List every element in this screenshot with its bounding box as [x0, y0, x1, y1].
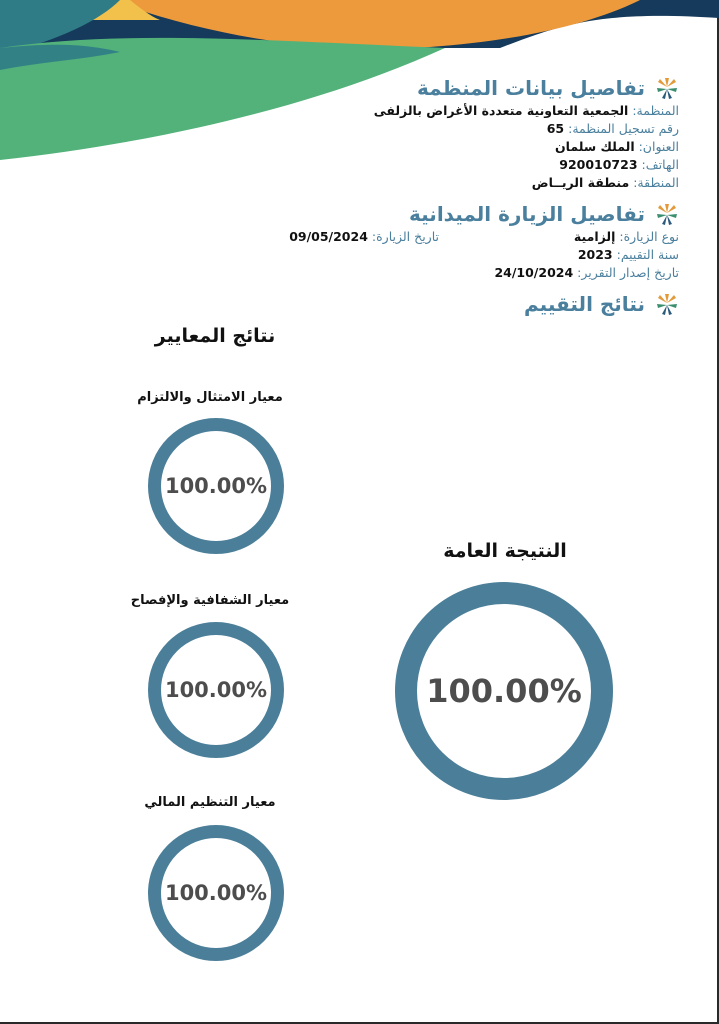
org-region-row [374, 174, 679, 192]
field-value: إلزامية [573, 229, 616, 244]
visit-details [494, 228, 679, 282]
criterion-score-ring [148, 418, 284, 554]
field-value: 09/05/2024 [289, 229, 368, 244]
field-label: تاريخ الزيارة: [371, 229, 439, 244]
field-label: تاريخ إصدار التقرير: [577, 265, 679, 280]
field-label: نوع الزيارة: [619, 229, 679, 244]
field-label: سنة التقييم: [616, 247, 679, 262]
overall-score: 100.00% [426, 672, 582, 710]
ministry-logo-icon [655, 76, 679, 100]
org-details [374, 102, 679, 192]
overall-score-ring [395, 582, 613, 800]
report-date-row [494, 264, 679, 282]
criterion-score: 100.00% [164, 474, 268, 498]
criterion-label: معيار الشفافية والإفصاح [130, 593, 290, 608]
criterion-score: 100.00% [164, 678, 268, 702]
criterion-label: معيار الامتثال والالتزام [137, 390, 283, 405]
org-phone-row [374, 156, 679, 174]
visit-section-title: تفاصيل الزيارة الميدانية [409, 202, 645, 226]
field-label: المنطقة: [633, 175, 679, 190]
criterion-label: معيار التنظيم المالي [144, 795, 276, 810]
visit-section-header [409, 202, 679, 226]
field-value: 920010723 [559, 157, 638, 172]
field-label: العنوان: [638, 139, 679, 154]
field-value: 65 [546, 121, 565, 136]
criterion-score-ring [148, 825, 284, 961]
field-label: الهاتف: [641, 157, 679, 172]
visit-date-row [289, 228, 439, 246]
field-label: رقم تسجيل المنظمة: [568, 121, 679, 136]
results-section-title: نتائج التقييم [523, 292, 645, 316]
org-address-row [374, 138, 679, 156]
overall-heading: النتيجة العامة [443, 540, 567, 562]
field-value: 2023 [577, 247, 613, 262]
field-value: الملك سلمان [555, 139, 635, 154]
field-value: 24/10/2024 [494, 265, 574, 280]
ministry-logo-icon [655, 292, 679, 316]
org-section-header [417, 76, 679, 100]
visit-type-row [494, 228, 679, 246]
criterion-score: 100.00% [164, 881, 268, 905]
results-section-header [524, 292, 679, 316]
field-value: منطقة الريــاض [531, 175, 630, 190]
ministry-logo-icon [655, 202, 679, 226]
org-name-row [374, 102, 679, 120]
field-label: المنظمة: [632, 103, 679, 118]
eval-year-row [494, 246, 679, 264]
criterion-score-ring [148, 622, 284, 758]
field-value: الجمعية التعاونية متعددة الأغراض بالزلفى [373, 103, 629, 118]
org-section-title: تفاصيل بيانات المنظمة [417, 76, 645, 100]
criteria-heading: نتائج المعايير [154, 325, 276, 347]
org-registration-row [374, 120, 679, 138]
visit-date-block [289, 228, 439, 246]
